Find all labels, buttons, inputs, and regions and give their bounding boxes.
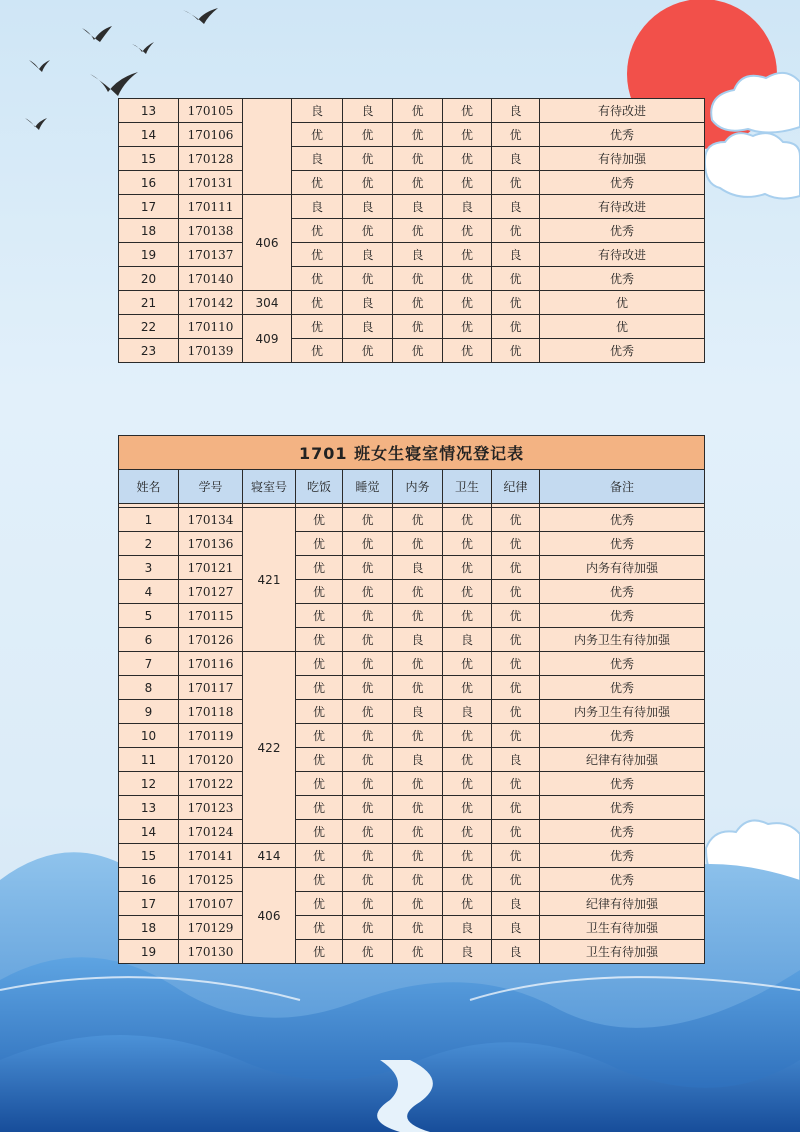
student-id: 170124 — [179, 820, 243, 844]
row-number: 17 — [119, 195, 179, 219]
table-row — [119, 556, 705, 580]
grade-cell: 优 — [296, 724, 343, 748]
student-id: 170120 — [179, 748, 243, 772]
student-id: 170130 — [179, 940, 243, 964]
table-row — [119, 99, 705, 123]
grade-cell: 优 — [443, 580, 492, 604]
table-row — [119, 940, 705, 964]
grade-cell: 优 — [443, 508, 492, 532]
grade-cell: 优 — [492, 315, 540, 339]
grade-cell: 优 — [492, 796, 540, 820]
grade-cell: 良 — [393, 243, 443, 267]
row-number: 13 — [119, 796, 179, 820]
row-number: 21 — [119, 291, 179, 315]
grade-cell: 良 — [492, 892, 540, 916]
row-number: 17 — [119, 892, 179, 916]
note-cell: 优秀 — [540, 724, 705, 748]
grade-cell: 优 — [393, 171, 443, 195]
row-number: 16 — [119, 868, 179, 892]
grade-cell: 优 — [393, 844, 443, 868]
row-number: 16 — [119, 171, 179, 195]
row-number: 10 — [119, 724, 179, 748]
note-cell: 优秀 — [540, 844, 705, 868]
grade-cell: 优 — [343, 267, 393, 291]
note-cell: 卫生有待加强 — [540, 940, 705, 964]
student-id: 170117 — [179, 676, 243, 700]
grade-cell: 优 — [492, 820, 540, 844]
grade-cell: 优 — [443, 267, 492, 291]
header-name: 姓名 — [119, 470, 179, 504]
grade-cell: 优 — [292, 339, 343, 363]
student-id: 170134 — [179, 508, 243, 532]
grade-cell: 优 — [443, 315, 492, 339]
grade-cell: 优 — [393, 147, 443, 171]
grade-cell: 优 — [343, 892, 393, 916]
grade-cell: 优 — [343, 339, 393, 363]
note-cell: 有待改进 — [540, 195, 705, 219]
row-number: 22 — [119, 315, 179, 339]
note-cell: 优秀 — [540, 339, 705, 363]
grade-cell: 优 — [492, 700, 540, 724]
grade-cell: 良 — [443, 628, 492, 652]
note-cell: 优秀 — [540, 652, 705, 676]
row-number: 7 — [119, 652, 179, 676]
grade-cell: 良 — [443, 700, 492, 724]
header-id: 学号 — [179, 470, 243, 504]
header-eat: 吃饭 — [296, 470, 343, 504]
table-row — [119, 652, 705, 676]
grade-cell: 优 — [443, 147, 492, 171]
grade-cell: 优 — [296, 940, 343, 964]
dorm-table-continued — [118, 98, 705, 363]
row-number: 14 — [119, 820, 179, 844]
header-room: 寝室号 — [243, 470, 296, 504]
grade-cell: 优 — [296, 676, 343, 700]
grade-cell: 优 — [343, 820, 393, 844]
student-id: 170118 — [179, 700, 243, 724]
grade-cell: 优 — [443, 604, 492, 628]
room-number: 409 — [243, 315, 292, 363]
student-id: 170128 — [179, 147, 243, 171]
row-number: 3 — [119, 556, 179, 580]
grade-cell: 优 — [443, 748, 492, 772]
row-number: 20 — [119, 267, 179, 291]
grade-cell: 优 — [443, 676, 492, 700]
table-row — [119, 820, 705, 844]
grade-cell: 优 — [492, 652, 540, 676]
grade-cell: 优 — [343, 868, 393, 892]
grade-cell: 优 — [343, 508, 393, 532]
student-id: 170136 — [179, 532, 243, 556]
grade-cell: 良 — [343, 243, 393, 267]
header-inner: 内务 — [393, 470, 443, 504]
grade-cell: 优 — [296, 844, 343, 868]
grade-cell: 优 — [492, 267, 540, 291]
grade-cell: 优 — [296, 916, 343, 940]
grade-cell: 优 — [343, 147, 393, 171]
note-cell: 优秀 — [540, 868, 705, 892]
table-row — [119, 219, 705, 243]
grade-cell: 优 — [343, 628, 393, 652]
grade-cell: 优 — [296, 748, 343, 772]
student-id: 170131 — [179, 171, 243, 195]
note-cell: 优秀 — [540, 508, 705, 532]
grade-cell: 优 — [492, 123, 540, 147]
header-sleep: 睡觉 — [343, 470, 393, 504]
table-row — [119, 868, 705, 892]
header-discipline: 纪律 — [492, 470, 540, 504]
table-row — [119, 676, 705, 700]
grade-cell: 良 — [492, 916, 540, 940]
grade-cell: 良 — [292, 195, 343, 219]
grade-cell: 优 — [296, 820, 343, 844]
grade-cell: 优 — [393, 820, 443, 844]
grade-cell: 优 — [393, 339, 443, 363]
room-number: 414 — [243, 844, 296, 868]
grade-cell: 优 — [443, 532, 492, 556]
note-cell: 优秀 — [540, 796, 705, 820]
table-row — [119, 267, 705, 291]
grade-cell: 良 — [343, 99, 393, 123]
student-id: 170137 — [179, 243, 243, 267]
grade-cell: 优 — [393, 604, 443, 628]
grade-cell: 良 — [393, 195, 443, 219]
grade-cell: 优 — [393, 267, 443, 291]
grade-cell: 良 — [443, 195, 492, 219]
grade-cell: 优 — [492, 604, 540, 628]
grade-cell: 优 — [393, 315, 443, 339]
grade-cell: 优 — [393, 291, 443, 315]
grade-cell: 优 — [292, 243, 343, 267]
grade-cell: 良 — [492, 147, 540, 171]
grade-cell: 良 — [393, 556, 443, 580]
grade-cell: 优 — [443, 772, 492, 796]
student-id: 170127 — [179, 580, 243, 604]
grade-cell: 优 — [296, 772, 343, 796]
grade-cell: 优 — [296, 652, 343, 676]
grade-cell: 良 — [393, 700, 443, 724]
grade-cell: 优 — [343, 580, 393, 604]
grade-cell: 优 — [393, 123, 443, 147]
room-number: 422 — [243, 652, 296, 844]
grade-cell: 优 — [296, 604, 343, 628]
grade-cell: 优 — [343, 724, 393, 748]
row-number: 11 — [119, 748, 179, 772]
grade-cell: 良 — [443, 940, 492, 964]
row-number: 12 — [119, 772, 179, 796]
grade-cell: 良 — [492, 195, 540, 219]
grade-cell: 优 — [492, 532, 540, 556]
grade-cell: 优 — [292, 171, 343, 195]
note-cell: 优秀 — [540, 123, 705, 147]
table-row — [119, 339, 705, 363]
row-number: 9 — [119, 700, 179, 724]
student-id: 170138 — [179, 219, 243, 243]
grade-cell: 优 — [443, 892, 492, 916]
note-cell: 优 — [540, 315, 705, 339]
grade-cell: 优 — [343, 556, 393, 580]
room-number — [243, 99, 292, 195]
grade-cell: 优 — [393, 580, 443, 604]
grade-cell: 优 — [492, 868, 540, 892]
grade-cell: 优 — [492, 844, 540, 868]
note-cell: 纪律有待加强 — [540, 748, 705, 772]
grade-cell: 良 — [492, 99, 540, 123]
note-cell: 优 — [540, 291, 705, 315]
grade-cell: 优 — [443, 291, 492, 315]
grade-cell: 优 — [492, 171, 540, 195]
table-row — [119, 171, 705, 195]
grade-cell: 优 — [443, 652, 492, 676]
table-row — [119, 628, 705, 652]
table-row — [119, 315, 705, 339]
table-row — [119, 508, 705, 532]
row-number: 15 — [119, 147, 179, 171]
grade-cell: 优 — [343, 748, 393, 772]
grade-cell: 优 — [343, 796, 393, 820]
grade-cell: 优 — [296, 580, 343, 604]
note-cell: 优秀 — [540, 820, 705, 844]
header-note: 备注 — [540, 470, 705, 504]
row-number: 5 — [119, 604, 179, 628]
grade-cell: 优 — [443, 556, 492, 580]
grade-cell: 优 — [492, 556, 540, 580]
grade-cell: 优 — [343, 219, 393, 243]
table-title: 1701 班女生寝室情况登记表 — [119, 436, 705, 470]
dorm-registration-table — [118, 435, 705, 964]
grade-cell: 良 — [292, 99, 343, 123]
grade-cell: 良 — [492, 243, 540, 267]
grade-cell: 优 — [492, 676, 540, 700]
student-id: 170140 — [179, 267, 243, 291]
grade-cell: 优 — [343, 940, 393, 964]
row-number: 19 — [119, 940, 179, 964]
grade-cell: 优 — [443, 243, 492, 267]
note-cell: 优秀 — [540, 219, 705, 243]
room-number: 406 — [243, 195, 292, 291]
table-row — [119, 195, 705, 219]
grade-cell: 优 — [393, 676, 443, 700]
grade-cell: 优 — [343, 604, 393, 628]
grade-cell: 优 — [292, 315, 343, 339]
row-number: 8 — [119, 676, 179, 700]
grade-cell: 优 — [296, 556, 343, 580]
grade-cell: 优 — [492, 772, 540, 796]
grade-cell: 优 — [296, 532, 343, 556]
student-id: 170126 — [179, 628, 243, 652]
note-cell: 优秀 — [540, 267, 705, 291]
table-row — [119, 796, 705, 820]
grade-cell: 优 — [443, 219, 492, 243]
table-row — [119, 844, 705, 868]
grade-cell: 良 — [492, 748, 540, 772]
student-id: 170129 — [179, 916, 243, 940]
grade-cell: 优 — [393, 892, 443, 916]
grade-cell: 优 — [343, 700, 393, 724]
grade-cell: 优 — [443, 171, 492, 195]
grade-cell: 优 — [443, 724, 492, 748]
note-cell: 优秀 — [540, 676, 705, 700]
room-number: 406 — [243, 868, 296, 964]
grade-cell: 优 — [296, 508, 343, 532]
student-id: 170110 — [179, 315, 243, 339]
row-number: 13 — [119, 99, 179, 123]
grade-cell: 优 — [292, 291, 343, 315]
note-cell: 有待加强 — [540, 147, 705, 171]
grade-cell: 优 — [343, 171, 393, 195]
table-row — [119, 892, 705, 916]
table-row — [119, 916, 705, 940]
note-cell: 有待改进 — [540, 99, 705, 123]
grade-cell: 优 — [492, 580, 540, 604]
grade-cell: 优 — [393, 772, 443, 796]
table-row — [119, 724, 705, 748]
table-row — [119, 147, 705, 171]
grade-cell: 优 — [492, 628, 540, 652]
table-row — [119, 604, 705, 628]
table-row — [119, 291, 705, 315]
student-id: 170105 — [179, 99, 243, 123]
grade-cell: 优 — [443, 99, 492, 123]
table-row — [119, 772, 705, 796]
grade-cell: 良 — [343, 291, 393, 315]
row-number: 2 — [119, 532, 179, 556]
grade-cell: 优 — [443, 820, 492, 844]
grade-cell: 良 — [343, 315, 393, 339]
row-number: 23 — [119, 339, 179, 363]
student-id: 170139 — [179, 339, 243, 363]
student-id: 170141 — [179, 844, 243, 868]
grade-cell: 优 — [492, 339, 540, 363]
grade-cell: 优 — [292, 123, 343, 147]
grade-cell: 优 — [492, 219, 540, 243]
grade-cell: 良 — [343, 195, 393, 219]
table-row — [119, 700, 705, 724]
room-number: 421 — [243, 508, 296, 652]
row-number: 14 — [119, 123, 179, 147]
grade-cell: 优 — [343, 123, 393, 147]
student-id: 170116 — [179, 652, 243, 676]
row-number: 4 — [119, 580, 179, 604]
grade-cell: 优 — [292, 267, 343, 291]
note-cell: 优秀 — [540, 580, 705, 604]
grade-cell: 优 — [343, 652, 393, 676]
student-id: 170123 — [179, 796, 243, 820]
grade-cell: 优 — [296, 628, 343, 652]
grade-cell: 良 — [292, 147, 343, 171]
grade-cell: 优 — [393, 532, 443, 556]
grade-cell: 优 — [296, 796, 343, 820]
student-id: 170119 — [179, 724, 243, 748]
room-number: 304 — [243, 291, 292, 315]
grade-cell: 优 — [292, 219, 343, 243]
note-cell: 优秀 — [540, 604, 705, 628]
grade-cell: 优 — [393, 868, 443, 892]
grade-cell: 优 — [393, 508, 443, 532]
note-cell: 纪律有待加强 — [540, 892, 705, 916]
note-cell: 优秀 — [540, 171, 705, 195]
grade-cell: 良 — [393, 628, 443, 652]
header-hygiene: 卫生 — [443, 470, 492, 504]
grade-cell: 优 — [393, 916, 443, 940]
grade-cell: 优 — [393, 940, 443, 964]
student-id: 170115 — [179, 604, 243, 628]
grade-cell: 优 — [443, 844, 492, 868]
grade-cell: 优 — [443, 123, 492, 147]
row-number: 18 — [119, 219, 179, 243]
note-cell: 内务有待加强 — [540, 556, 705, 580]
row-number: 19 — [119, 243, 179, 267]
student-id: 170122 — [179, 772, 243, 796]
grade-cell: 优 — [492, 724, 540, 748]
row-number: 18 — [119, 916, 179, 940]
table-row — [119, 532, 705, 556]
grade-cell: 优 — [343, 844, 393, 868]
note-cell: 有待改进 — [540, 243, 705, 267]
grade-cell: 良 — [492, 940, 540, 964]
row-number: 1 — [119, 508, 179, 532]
note-cell: 优秀 — [540, 772, 705, 796]
table-row — [119, 748, 705, 772]
row-number: 6 — [119, 628, 179, 652]
grade-cell: 良 — [393, 748, 443, 772]
grade-cell: 优 — [343, 676, 393, 700]
student-id: 170125 — [179, 868, 243, 892]
grade-cell: 优 — [296, 892, 343, 916]
note-cell: 卫生有待加强 — [540, 916, 705, 940]
grade-cell: 优 — [296, 868, 343, 892]
table-row — [119, 243, 705, 267]
student-id: 170106 — [179, 123, 243, 147]
grade-cell: 优 — [393, 99, 443, 123]
note-cell: 内务卫生有待加强 — [540, 628, 705, 652]
table-row — [119, 123, 705, 147]
note-cell: 优秀 — [540, 532, 705, 556]
grade-cell: 优 — [393, 219, 443, 243]
grade-cell: 优 — [296, 700, 343, 724]
grade-cell: 优 — [393, 724, 443, 748]
row-number: 15 — [119, 844, 179, 868]
grade-cell: 优 — [343, 916, 393, 940]
grade-cell: 优 — [393, 652, 443, 676]
grade-cell: 优 — [492, 291, 540, 315]
student-id: 170111 — [179, 195, 243, 219]
grade-cell: 优 — [443, 339, 492, 363]
note-cell: 内务卫生有待加强 — [540, 700, 705, 724]
grade-cell: 优 — [443, 796, 492, 820]
grade-cell: 优 — [443, 868, 492, 892]
grade-cell: 优 — [343, 532, 393, 556]
grade-cell: 良 — [443, 916, 492, 940]
student-id: 170142 — [179, 291, 243, 315]
student-id: 170107 — [179, 892, 243, 916]
grade-cell: 优 — [492, 508, 540, 532]
table-row — [119, 580, 705, 604]
grade-cell: 优 — [343, 772, 393, 796]
grade-cell: 优 — [393, 796, 443, 820]
student-id: 170121 — [179, 556, 243, 580]
